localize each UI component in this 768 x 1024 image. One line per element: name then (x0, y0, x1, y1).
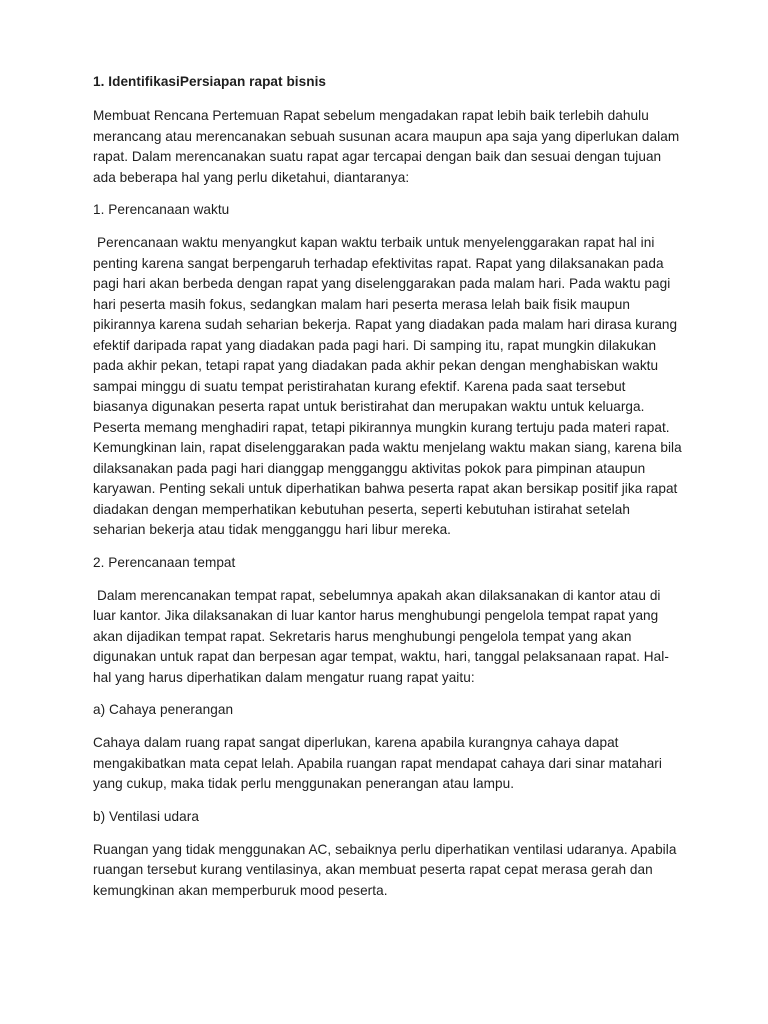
section-heading-waktu: 1. Perencanaan waktu (93, 202, 230, 217)
section-body-tempat: Dalam merencanakan tempat rapat, sebelumnya apakah akan dilaksanakan di kantor atau di luar kantor. Jika dilaksanakan di luar kantor harus menghubungi pengelola tempat rapat yang akan dijadikan tempat rapat. Sekretaris harus menghubungi pengelola tempat yang akan digunakan untuk rapat dan berpesan agar tempat, waktu, hari, tanggal pelaksanaan rapat. Hal-hal yang harus diperhatikan dalam mengatur ruang rapat yaitu: (93, 587, 669, 685)
subsection-heading-ventilasi: b) Ventilasi udara (93, 808, 199, 824)
subsection-body-cahaya: Cahaya dalam ruang rapat sangat diperlukan, karena apabila kurangnya cahaya dapat mengakibatkan mata cepat lelah. Apabila ruangan rapat mendapat cahaya dari sinar matahari yang cukup, maka tidak perlu menggunakan penerangan atau lampu. (93, 735, 662, 791)
document-content (93, 72, 683, 913)
intro-paragraph: Membuat Rencana Pertemuan Rapat sebelum mengadakan rapat lebih baik terlebih dahulu merancang atau merencanakan sebuah susunan acara maupun apa saja yang diperlukan dalam rapat. Dalam merencanakan suatu rapat agar tercapai dengan baik dan sesuai dengan tujuan ada beberapa hal yang perlu diketahui, diantaranya: (93, 108, 680, 185)
section-body-waktu: Perencanaan waktu menyangkut kapan waktu terbaik untuk menyelenggarakan rapat hal ini penting karena sangat berpengaruh terhadap efektivitas rapat. Rapat yang dilaksanakan pada pagi hari akan berbeda dengan rapat yang diselenggarakan pada malam hari. Pada waktu pagi hari peserta masih fokus, sedangkan malam hari peserta merasa lelah baik fisik maupun pikirannya karena sudah seharian bekerja. Rapat yang diadakan pada malam hari dirasa kurang efektif daripada rapat yang diadakan pada pagi hari. Di samping itu, rapat mungkin dilakukan pada akhir pekan, tetapi rapat yang diadakan pada akhir pekan dengan menghabiskan waktu sampai minggu di suatu tempat peristirahatan kurang efektif. Karena pada saat tersebut biasanya digunakan peserta rapat untuk beristirahat dan merupakan waktu untuk keluarga. Peserta memang menghadiri rapat, tetapi pikirannya mungkin kurang tertuju pada materi rapat. Kemungkinan lain, rapat diselenggarakan pada waktu menjelang waktu makan siang, karena bila dilaksanakan pada pagi hari dianggap mengganggu aktivitas pokok para pimpinan ataupun karyawan. Penting sekali untuk diperhatikan bahwa peserta rapat akan bersikap positif jika rapat diadakan dengan memperhatikan kebutuhan peserta, seperti kebutuhan istirahat setelah seharian bekerja atau tidak mengganggu hari libur mereka. (93, 235, 682, 537)
subsection-body-ventilasi: Ruangan yang tidak menggunakan AC, sebaiknya perlu diperhatikan ventilasi udaranya. Apabila ruangan tersebut kurang ventilasinya, akan membuat peserta rapat cepat merasa gerah dan kemungkinan akan memperburuk mood peserta. (93, 841, 677, 898)
document-title: 1. IdentifikasiPersiapan rapat bisnis (93, 74, 327, 89)
subsection-heading-cahaya: a) Cahaya penerangan (93, 702, 234, 717)
section-heading-tempat: 2. Perencanaan tempat (93, 554, 236, 570)
